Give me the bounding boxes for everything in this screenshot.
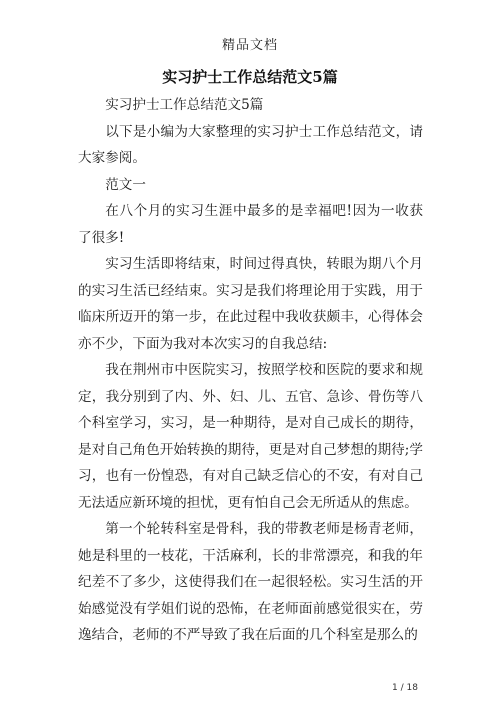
paragraph: 第一个轮转科室是骨科，我的带教老师是杨青老师，她是科里的一枝花，干活麻利，长的非常漂亮，和我的年纪差不了多少，这使得我们在一起很轻松。实习生活的开始感觉没有学姐们说的恐怖，在老师面前感觉很实在，劳逸结合，老师的不严导致了我在后面的几个科室是那么的 xyxy=(78,521,423,643)
paragraph: 在八个月的实习生涯中最多的是幸福吧!因为一收获了很多! xyxy=(78,203,423,246)
paragraph-subtitle: 实习护士工作总结范文5篇 xyxy=(105,97,264,113)
paragraph-intro: 以下是小编为大家整理的实习护士工作总结范文，请大家参阅。 xyxy=(78,123,423,166)
document-body xyxy=(78,92,423,649)
document-title: 实习护士工作总结范文5篇 xyxy=(162,68,338,86)
page-number: 1 / 18 xyxy=(392,683,418,693)
paragraph: 我在荆州市中医院实习，按照学校和医院的要求和规定，我分别到了内、外、妇、儿、五官、急诊、骨伤等八个科室学习，实习，是一种期待，是对自己成长的期待，是对自己角色开始转换的期待，更是对自己梦想的期待;学习，也有一份惶恐，有对自己缺乏信心的不安，有对自己无法适应新环境的担忧，更有怕自己会无所适从的焦虑。 xyxy=(78,362,423,511)
paragraph-section-heading: 范文一 xyxy=(105,176,146,193)
page-header: 精品文档 xyxy=(221,38,278,53)
paragraph: 实习生活即将结束，时间过得真快，转眼为期八个月的实习生活已经结束。实习是我们将理论用于实践，用于临床所迈开的第一步，在此过程中我收获颇丰，心得体会亦不少，下面为我对本次实习的自我总结: xyxy=(78,256,423,352)
